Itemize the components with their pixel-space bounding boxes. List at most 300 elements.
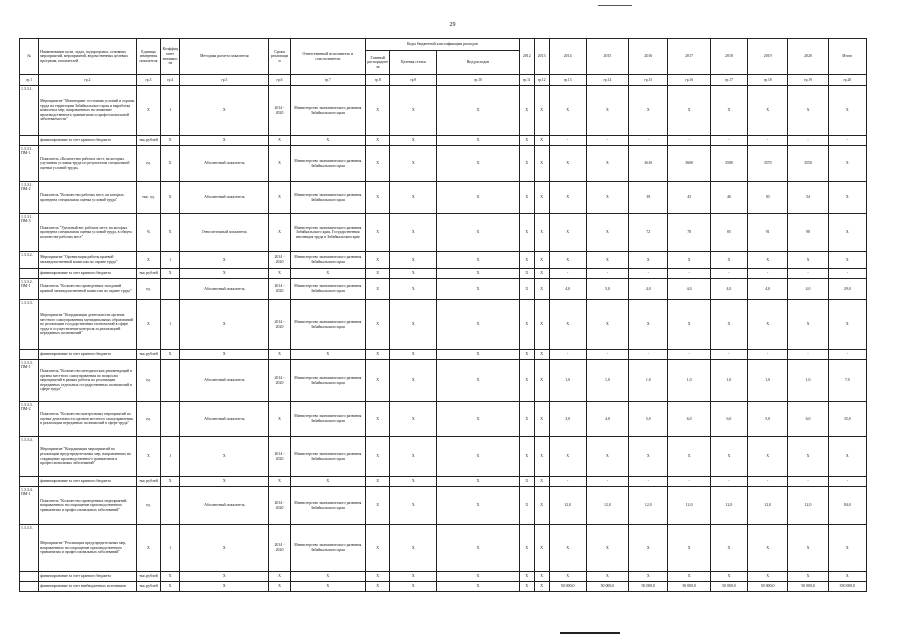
table-cell: Х [437, 487, 520, 525]
row-name: финансирование за счет внебюджетных источников [39, 582, 137, 592]
table-cell: 50 [748, 182, 788, 214]
row-number: 1.3.3.2. ПМ-1 [20, 279, 39, 300]
header-admin: Главный распорядитель [365, 51, 389, 75]
table-cell: Х [710, 252, 747, 269]
table-cell: Х [437, 86, 520, 136]
table-cell: Х [390, 252, 437, 269]
table-cell: Х [629, 300, 668, 350]
table-cell: - [668, 269, 710, 279]
column-number: гр.9 [390, 75, 437, 86]
table-cell: Х [290, 136, 365, 146]
table-cell: Х [534, 487, 549, 525]
header-name: Наименование цели, задач, подпрограмм, основных мероприятий, мероприятий, ведомственных целевых программ, показателей [39, 39, 137, 75]
table-row [20, 402, 867, 437]
row-name: Показатель "Количество проведенных заседаний краевой межведомственной комиссии по охране труда" [39, 279, 137, 300]
header-method: Методика расчета показателя [180, 39, 269, 75]
table-cell: Х [437, 525, 520, 572]
table-cell: Х [629, 572, 668, 582]
table-row [20, 182, 867, 214]
table-cell: Министерство экономического развития Забайкальского края, Государственная инспекция труда в Забайкальском крае [290, 214, 365, 252]
table-cell: 2014 - 2020 [269, 279, 290, 300]
row-name: Мероприятие "Координация деятельности органов местного самоуправления муниципальных образований по реализации государственных полномочий в сфере труда и осуществление контроля за реализацией переданных полномочий" [39, 300, 137, 350]
column-number: гр.14 [586, 75, 628, 86]
table-cell: - [549, 477, 586, 487]
table-cell: Х [269, 182, 290, 214]
table-cell: Х [549, 182, 586, 214]
table-cell: Х [390, 360, 437, 402]
table-cell: 6,0 [668, 402, 710, 437]
table-cell: Х [269, 350, 290, 360]
header-year-2016: 2016 [629, 39, 668, 75]
table-cell: Х [437, 572, 520, 582]
table-cell: Х [549, 300, 586, 350]
table-cell: Х [586, 252, 628, 269]
table-cell: - [710, 269, 747, 279]
table-cell: Х [437, 360, 520, 402]
table-cell: - [710, 350, 747, 360]
table-cell: Х [586, 182, 628, 214]
table-cell: Х [519, 360, 534, 402]
table-cell: Х [828, 437, 866, 477]
table-cell: Х [390, 477, 437, 487]
table-cell: Х [365, 136, 389, 146]
financing-row [20, 136, 867, 146]
table-cell: Х [519, 572, 534, 582]
table-cell: Х [437, 146, 520, 182]
table-cell: Х [390, 402, 437, 437]
table-cell: 2014 - 2020 [269, 525, 290, 572]
table-cell: Х [437, 214, 520, 252]
table-cell: 4,0 [748, 279, 788, 300]
table-cell: ед. [136, 487, 160, 525]
table-cell: Х [180, 350, 269, 360]
table-row [20, 146, 867, 182]
row-name: финансирование за счет краевого бюджета [39, 269, 137, 279]
table-cell: 5,0 [586, 279, 628, 300]
table-cell: Х [365, 146, 389, 182]
table-cell: тыс.рублей [136, 572, 160, 582]
table-cell: Х [534, 582, 549, 592]
table-cell: 2014 - 2020 [269, 487, 290, 525]
table-cell: Х [365, 300, 389, 350]
table-cell: 2014 - 2020 [269, 300, 290, 350]
column-number: гр.5 [180, 75, 269, 86]
header-article: Целевая статья [390, 51, 437, 75]
table-cell: Х [668, 437, 710, 477]
row-name: Мероприятие "Организация работы краевой межведомственной комиссии по охране труда" [39, 252, 137, 269]
table-cell: Х [748, 252, 788, 269]
table-cell: Х [710, 300, 747, 350]
table-cell: Х [390, 487, 437, 525]
table-cell: тыс.рублей [136, 136, 160, 146]
header-codes: Коды бюджетной классификации расходов [365, 39, 519, 51]
table-cell: Х [519, 252, 534, 269]
scan-artifact-bottom [560, 632, 620, 634]
table-cell: - [828, 477, 866, 487]
table-cell: - [668, 136, 710, 146]
column-number: гр.12 [534, 75, 549, 86]
table-cell: Х [269, 146, 290, 182]
table-row [20, 437, 867, 477]
table-cell: 39 [629, 182, 668, 214]
table-cell: Х [519, 437, 534, 477]
table-cell: 72 [629, 214, 668, 252]
table-cell: Х [519, 477, 534, 487]
column-numbers-row [20, 75, 867, 86]
table-cell: Х [180, 252, 269, 269]
header-coef: Коэффициент значимости [161, 39, 180, 75]
table-cell: - [828, 136, 866, 146]
table-cell: Х [180, 525, 269, 572]
header-year-2020: 2020 [788, 39, 828, 75]
table-cell: 4,0 [788, 279, 828, 300]
table-cell: Х [365, 182, 389, 214]
table-cell: Х [161, 269, 180, 279]
table-cell: Х [534, 279, 549, 300]
table-cell: Х [390, 146, 437, 182]
row-name: Мероприятие "Координация мероприятий по реализации предупредительных мер, направленных на сокращение производственного травматизма и профессиональных заболеваний" [39, 437, 137, 477]
table-cell: Х [788, 86, 828, 136]
table-cell: Министерство экономического развития Забайкальского края [290, 279, 365, 300]
table-cell: 50 000,0 [710, 582, 747, 592]
table-cell: - [710, 136, 747, 146]
table-cell: - [629, 350, 668, 360]
table-cell: Х [365, 86, 389, 136]
table-cell: тыс.рублей [136, 269, 160, 279]
table-cell: 91 [748, 214, 788, 252]
table-cell: 50 000,0 [668, 582, 710, 592]
table-row [20, 360, 867, 402]
row-name: Мероприятие "Реализация предупредительных мер, направленных на сокращение производственного травматизма и профессиональных заболеваний" [39, 525, 137, 572]
table-cell: 3580 [710, 146, 747, 182]
table-cell: Х [828, 252, 866, 269]
table-cell: Х [519, 269, 534, 279]
table-cell: Х [534, 86, 549, 136]
table-cell: - [748, 136, 788, 146]
table-cell: 1,0 [710, 360, 747, 402]
table-cell: Х [180, 300, 269, 350]
table-cell: Х [437, 350, 520, 360]
table-cell: Х [534, 146, 549, 182]
table-cell: 50 000,0 [629, 582, 668, 592]
table-cell: Х [161, 350, 180, 360]
row-number [20, 477, 39, 487]
table-cell: - [668, 477, 710, 487]
table-row [20, 487, 867, 525]
column-number: гр.18 [748, 75, 788, 86]
table-cell: Х [269, 572, 290, 582]
row-name: финансирование за счет краевого бюджета [39, 572, 137, 582]
table-cell: Х [390, 582, 437, 592]
table-cell: 2014 - 2020 [269, 360, 290, 402]
table-cell: 4,0 [629, 279, 668, 300]
table-cell: Х [519, 146, 534, 182]
table-cell: - [586, 136, 628, 146]
table-cell: Х [534, 477, 549, 487]
table-cell: Х [290, 269, 365, 279]
table-cell: Х [549, 146, 586, 182]
table-cell: 6,0 [710, 402, 747, 437]
table-cell: Х [180, 437, 269, 477]
table-cell: Х [437, 279, 520, 300]
table-cell: Абсолютный показатель [180, 487, 269, 525]
table-cell [161, 402, 180, 437]
table-cell: Министерство экономического развития Забайкальского края [290, 86, 365, 136]
table-cell: Абсолютный показатель [180, 182, 269, 214]
row-name: Показатель "Количество проведенных мероприятий, направленных на сокращение производственного травматизма и профессиональных заболеваний" [39, 487, 137, 525]
table-cell: Х [668, 86, 710, 136]
table-cell: Х [748, 437, 788, 477]
program-table [19, 38, 867, 592]
column-number: гр.17 [710, 75, 747, 86]
financing-row [20, 477, 867, 487]
row-name: финансирование за счет краевого бюджета [39, 136, 137, 146]
table-cell: Х [586, 572, 628, 582]
table-cell: Х [534, 525, 549, 572]
table-cell: тыс. ед. [136, 182, 160, 214]
table-cell: Х [549, 572, 586, 582]
table-cell: - [586, 350, 628, 360]
table-cell: 5,0 [629, 402, 668, 437]
table-cell: Х [534, 350, 549, 360]
table-cell: Х [549, 86, 586, 136]
financing-row [20, 572, 867, 582]
table-cell: тыс.рублей [136, 477, 160, 487]
table-cell: Х [788, 437, 828, 477]
table-cell: 1,0 [668, 360, 710, 402]
table-cell: Х [437, 437, 520, 477]
table-cell: Министерство экономического развития Забайкальского края [290, 402, 365, 437]
table-cell: - [748, 350, 788, 360]
header-year-2015: 2015 [586, 39, 628, 75]
table-cell: Х [549, 525, 586, 572]
table-cell: 1,0 [629, 360, 668, 402]
table-cell: Х [161, 477, 180, 487]
table-cell: Х [365, 360, 389, 402]
row-number [20, 572, 39, 582]
table-cell: Х [534, 269, 549, 279]
table-cell: Х [390, 86, 437, 136]
table-cell: Абсолютный показатель [180, 279, 269, 300]
table-cell: Х [629, 252, 668, 269]
table-cell: - [629, 477, 668, 487]
table-cell: Абсолютный показатель [180, 402, 269, 437]
table-cell: Х [586, 300, 628, 350]
table-cell: Х [788, 572, 828, 582]
table-cell: Абсолютный показатель [180, 360, 269, 402]
table-cell: Х [519, 350, 534, 360]
table-cell: Х [365, 214, 389, 252]
table-cell: Х [586, 214, 628, 252]
table-cell: - [828, 269, 866, 279]
row-number: 1.3.3.1. ПМ-3 [20, 214, 39, 252]
table-cell: Х [180, 86, 269, 136]
table-cell: Х [586, 86, 628, 136]
table-cell: Х [365, 525, 389, 572]
table-cell: Х [519, 214, 534, 252]
header-year-2019: 2019 [748, 39, 788, 75]
table-cell: ед. [136, 146, 160, 182]
table-cell: ед. [136, 402, 160, 437]
table-cell: Х [180, 572, 269, 582]
table-cell: Министерство экономического развития Забайкальского края [290, 252, 365, 269]
table-cell: - [629, 136, 668, 146]
table-cell: 35,0 [828, 402, 866, 437]
table-cell: Х [668, 252, 710, 269]
table-cell: Х [390, 279, 437, 300]
table-cell: Х [710, 525, 747, 572]
table-cell: Х [534, 182, 549, 214]
table-cell: 5,0 [748, 402, 788, 437]
table-cell [161, 279, 180, 300]
table-cell [161, 487, 180, 525]
table-cell: 1,0 [586, 360, 628, 402]
table-cell: Х [390, 572, 437, 582]
table-cell: Х [534, 402, 549, 437]
financing-row [20, 582, 867, 592]
table-cell: 50 000,0 [586, 582, 628, 592]
header-year-2014: 2014 [549, 39, 586, 75]
row-name: Мероприятие "Мониторинг состояния условий и охраны труда на территории Забайкальского края и выработка комплекса мер, направленных на снижение производственного травматизма и профессиональной заболеваемости" [39, 86, 137, 136]
table-cell: Х [390, 300, 437, 350]
table-cell: Х [290, 572, 365, 582]
row-name: финансирование за счет краевого бюджета [39, 350, 137, 360]
table-cell: 1,0 [748, 360, 788, 402]
table-row [20, 525, 867, 572]
table-cell: 2014 - 2020 [269, 437, 290, 477]
table-cell: Х [828, 525, 866, 572]
table-cell: Х [290, 477, 365, 487]
table-cell: 46 [710, 182, 747, 214]
table-cell: Х [519, 86, 534, 136]
row-number: 1.3.3.2. [20, 252, 39, 269]
row-number: 1.3.3.3. [20, 300, 39, 350]
header-year-2013: 2013 [534, 39, 549, 75]
header-total: Итого [828, 39, 866, 75]
table-cell: 12,0 [549, 487, 586, 525]
table-cell: Х [534, 437, 549, 477]
row-name: Показатель "Количество методических рекомендаций в органы местного самоуправления по вопросам мероприятий в рамках работы по реализации переданных отдельных государственных полномочий в сфере труда" [39, 360, 137, 402]
table-cell: Х [748, 300, 788, 350]
column-number: гр.19 [788, 75, 828, 86]
table-cell: % [136, 214, 160, 252]
table-cell: Х [549, 252, 586, 269]
table-cell: Х [180, 582, 269, 592]
table-cell: 1 [161, 252, 180, 269]
table-cell: Х [180, 136, 269, 146]
table-cell: Х [828, 300, 866, 350]
table-cell: Х [290, 582, 365, 592]
table-cell: Абсолютный показатель [180, 146, 269, 182]
table-cell: - [788, 269, 828, 279]
table-cell: 4,0 [586, 402, 628, 437]
table-cell: Х [365, 437, 389, 477]
row-number: 1.3.3.3. ПМ-1 [20, 360, 39, 402]
table-cell: - [549, 269, 586, 279]
table-row [20, 214, 867, 252]
table-cell: Министерство экономического развития Забайкальского края [290, 182, 365, 214]
table-cell: Х [365, 269, 389, 279]
header-executor: Ответственный исполнитель и соисполнители [290, 39, 365, 75]
row-number [20, 350, 39, 360]
table-cell: 3570 [748, 146, 788, 182]
column-number: гр.16 [668, 75, 710, 86]
table-cell: - [549, 136, 586, 146]
table-cell: Х [365, 572, 389, 582]
table-cell: - [668, 350, 710, 360]
table-cell: 3600 [668, 146, 710, 182]
table-cell: Х [161, 182, 180, 214]
table-cell: Х [519, 279, 534, 300]
table-cell: Х [668, 572, 710, 582]
table-cell: - [629, 269, 668, 279]
column-number: гр.20 [828, 75, 866, 86]
table-cell: Х [748, 525, 788, 572]
row-name: Показатель "Количество рабочих мест, на которых проведена специальная оценка условий труда" [39, 182, 137, 214]
table-cell: Х [136, 525, 160, 572]
table-cell: 2014 - 2020 [269, 86, 290, 136]
table-cell: - [788, 477, 828, 487]
table-cell: 7,0 [828, 360, 866, 402]
table-cell: Относительный показатель [180, 214, 269, 252]
header-no: № [20, 39, 39, 75]
table-cell: Х [519, 300, 534, 350]
column-number: гр.8 [365, 75, 389, 86]
row-number [20, 269, 39, 279]
column-number: гр.7 [290, 75, 365, 86]
table-cell: 4,0 [668, 279, 710, 300]
table-cell: Х [788, 252, 828, 269]
table-cell: 12,0 [710, 487, 747, 525]
table-cell: 84,0 [828, 487, 866, 525]
table-cell: Х [437, 300, 520, 350]
table-row [20, 279, 867, 300]
table-cell: Х [629, 437, 668, 477]
table-cell: Х [269, 402, 290, 437]
column-number: гр.2 [39, 75, 137, 86]
column-number: гр.4 [161, 75, 180, 86]
table-cell: - [586, 477, 628, 487]
table-cell: - [748, 477, 788, 487]
table-cell: Х [586, 437, 628, 477]
table-cell: - [586, 269, 628, 279]
table-cell: Х [136, 86, 160, 136]
table-cell: 1 [161, 86, 180, 136]
table-cell: 12,0 [788, 487, 828, 525]
table-cell: Х [437, 252, 520, 269]
table-cell: - [828, 350, 866, 360]
column-number: гр.1 [20, 75, 39, 86]
row-name: Показатель "Количество контрольных мероприятий по оценке деятельности органов местного самоуправления в реализации переданных полномочий в сфере труда" [39, 402, 137, 437]
row-name: Показатель "Удельный вес рабочих мест, на которых проведена специальная оценка условий труда, в общем количестве рабочих мест" [39, 214, 137, 252]
row-name: финансирование за счет краевого бюджета [39, 477, 137, 487]
table-cell: 2014 - 2020 [269, 252, 290, 269]
table-cell: Х [549, 437, 586, 477]
table-cell: Х [269, 582, 290, 592]
table-cell: 3550 [788, 146, 828, 182]
table-cell: Х [549, 214, 586, 252]
column-number: гр.10 [437, 75, 520, 86]
table-cell: Х [180, 269, 269, 279]
table-cell: 78 [668, 214, 710, 252]
column-number: гр.3 [136, 75, 160, 86]
table-cell: - [549, 350, 586, 360]
table-cell: Х [290, 350, 365, 360]
table-cell: Х [390, 437, 437, 477]
table-cell: Х [519, 136, 534, 146]
table-row [20, 300, 867, 350]
financing-row [20, 269, 867, 279]
